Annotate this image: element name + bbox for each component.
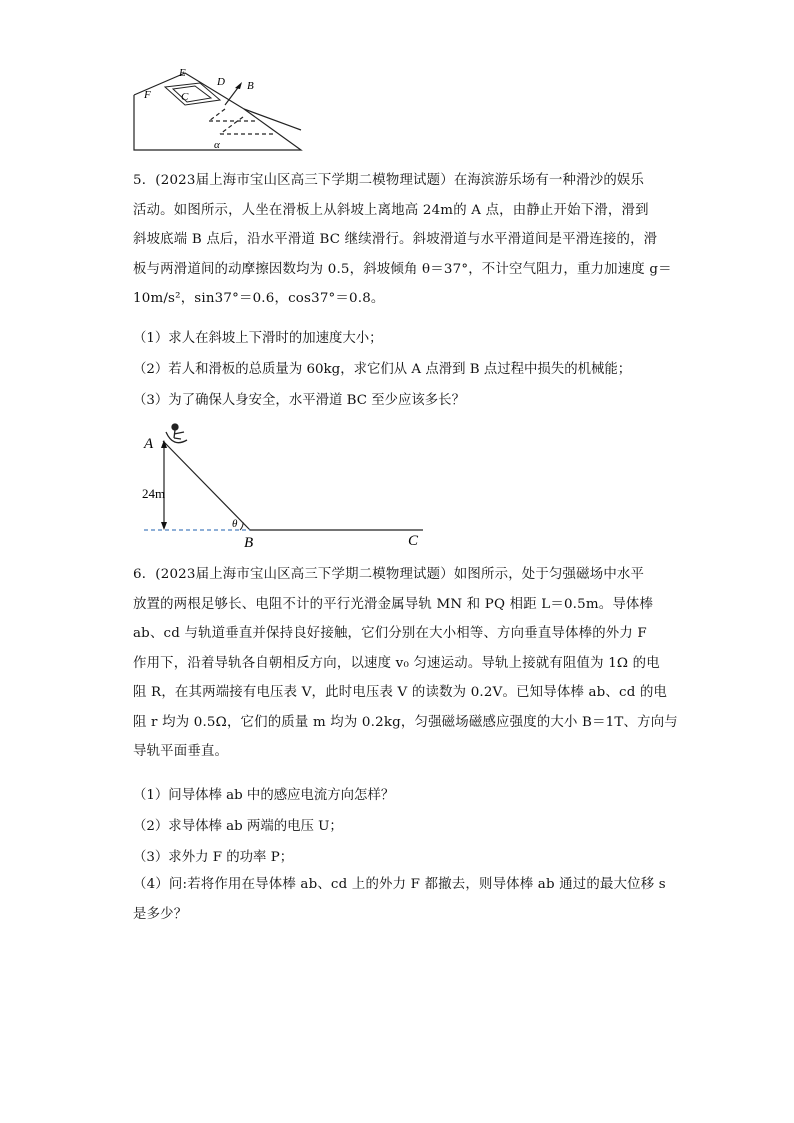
question-5-part-2: （2）若人和滑板的总质量为 60kg，求它们从 A 点滑到 B 点过程中损失的机械能； — [133, 362, 632, 377]
question-6-part-3: （3）求外力 F 的功率 P； — [133, 850, 294, 865]
text-line: 板与两滑道间的动摩擦因数均为 0.5，斜坡倾角 θ＝37°，不计空气阻力，重力加速度 g＝ — [133, 261, 672, 277]
label-c: C — [181, 91, 189, 103]
label-b: B — [247, 80, 254, 92]
text-line: 10m/s²，sin37°＝0.6，cos37°＝0.8。 — [133, 291, 385, 306]
label-f: F — [144, 89, 151, 101]
question-5-part-1: （1）求人在斜坡上下滑时的加速度大小； — [133, 331, 383, 346]
label-theta: θ — [232, 518, 238, 530]
label-height: 24m — [142, 486, 166, 501]
question-6-part-1: （1）问导体棒 ab 中的感应电流方向怎样？ — [133, 788, 395, 803]
text-line: （4）问:若将作用在导体棒 ab、cd 上的外力 F 都撤去，则导体棒 ab 通过的最大位移 s — [133, 877, 666, 892]
text-line: 是多少？ — [133, 906, 188, 922]
text-line: ab、cd 与轨道垂直并保持良好接触，它们分别在大小相等、方向垂直导体棒的外力 F — [133, 626, 647, 641]
label-alpha: α — [214, 139, 220, 151]
question-5-text — [133, 166, 672, 314]
label-c: C — [408, 533, 419, 549]
label-b: B — [244, 535, 254, 551]
text-line: 5．(2023届上海市宝山区高三下学期二模物理试题）在海滨游乐场有一种滑沙的娱乐 — [133, 173, 645, 188]
label-e: E — [179, 67, 186, 79]
text-line: 导轨平面垂直。 — [133, 744, 229, 759]
sled-rider-icon — [166, 424, 187, 443]
question-6-text — [133, 560, 678, 767]
label-d: D — [217, 76, 225, 88]
incline-figure — [125, 65, 310, 155]
text-line: 作用下，沿着导轨各自朝相反方向，以速度 v₀ 匀速运动。导轨上接就有阻值为 1Ω 的电 — [133, 655, 660, 671]
question-5-part-3: （3）为了确保人身安全，水平滑道 BC 至少应该多长？ — [133, 393, 465, 408]
question-6-part-4 — [133, 870, 666, 929]
text-line: 阻 R，在其两端接有电压表 V，此时电压表 V 的读数为 0.2V。已知导体棒 ab、cd 的电 — [133, 685, 668, 700]
text-line: 阻 r 均为 0.5Ω，它们的质量 m 均为 0.2kg，匀强磁场磁感应强度的大小 B＝1T、方向与 — [133, 714, 678, 730]
text-line: 6．(2023届上海市宝山区高三下学期二模物理试题）如图所示，处于匀强磁场中水平 — [133, 567, 645, 582]
question-6-part-2: （2）求导体棒 ab 两端的电压 U； — [133, 819, 343, 834]
text-line: 活动。如图所示，人坐在滑板上从斜坡上离地高 24m的 A 点，由静止开始下滑，滑到 — [133, 202, 649, 218]
text-line: 放置的两根足够长、电阻不计的平行光滑金属导轨 MN 和 PQ 相距 L＝0.5m。导体棒 — [133, 596, 654, 612]
text-line: 斜坡底端 B 点后，沿水平滑道 BC 继续滑行。斜坡滑道与水平滑道间是平滑连接的，滑 — [133, 232, 658, 247]
slope-figure — [140, 418, 440, 553]
label-a: A — [144, 436, 154, 452]
